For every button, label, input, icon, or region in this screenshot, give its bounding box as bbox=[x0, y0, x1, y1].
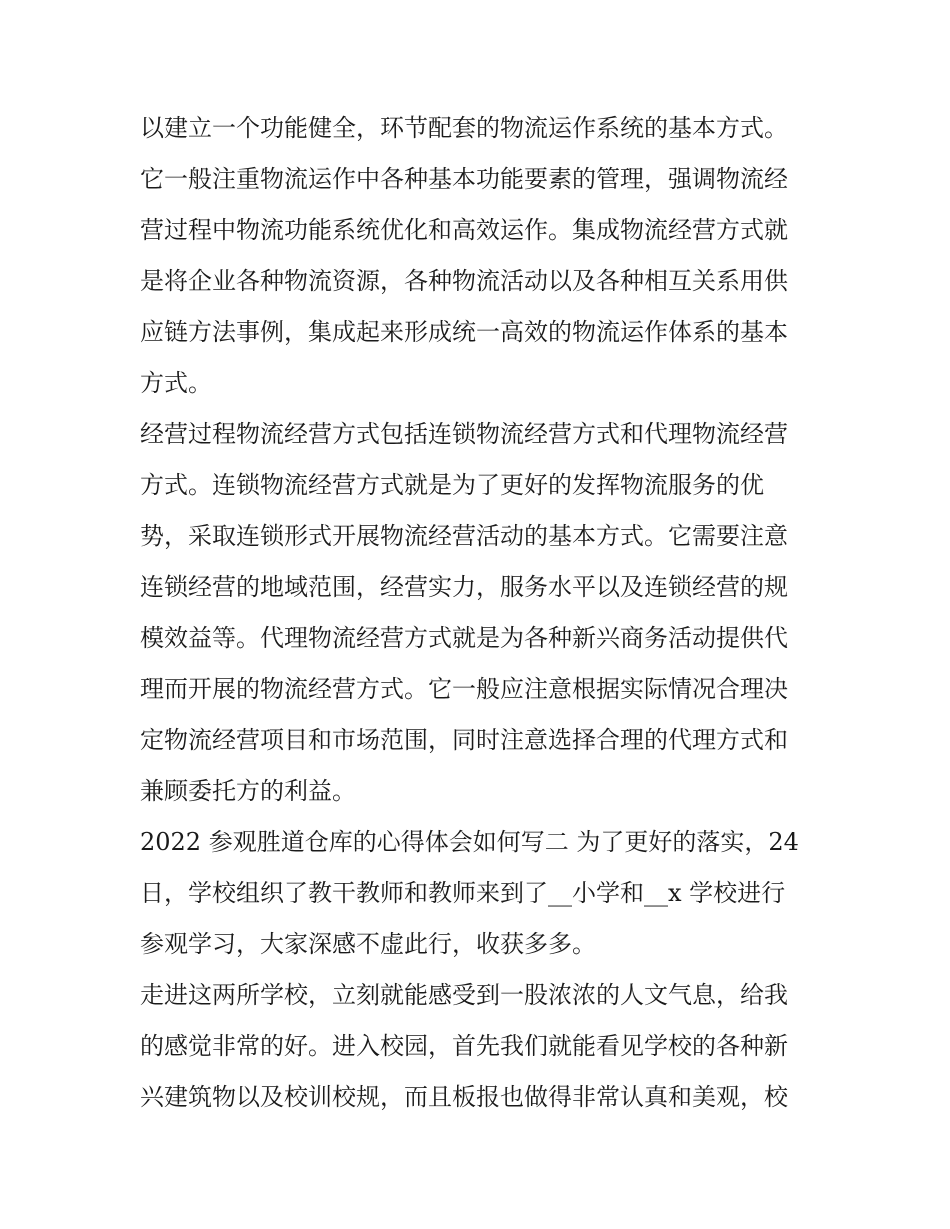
text-line: 是将企业各种物流资源，各种物流活动以及各种相互关系用供 bbox=[140, 267, 788, 295]
text-line: 兴建筑物以及校训校规，而且板报也做得非常认真和美观，校 bbox=[140, 1083, 788, 1111]
text-line: 定物流经营项目和市场范围，同时注意选择合理的代理方式和 bbox=[140, 726, 788, 754]
text-line: 应链方法事例，集成起来形成统一高效的物流运作体系的基本 bbox=[140, 318, 788, 346]
text-line: 走进这两所学校，立刻就能感受到一股浓浓的人文气息，给我 bbox=[140, 981, 788, 1009]
text-line: 的感觉非常的好。进入校园，首先我们就能看见学校的各种新 bbox=[140, 1032, 788, 1060]
text-line: 营过程中物流功能系统优化和高效运作。集成物流经营方式就 bbox=[140, 216, 788, 244]
text-line: 参观学习，大家深感不虚此行，收获多多。 bbox=[140, 930, 596, 958]
document-body bbox=[140, 103, 820, 1123]
text-line: 经营过程物流经营方式包括连锁物流经营方式和代理物流经营 bbox=[140, 420, 788, 448]
text-line: 理而开展的物流经营方式。它一般应注意根据实际情况合理决 bbox=[140, 675, 788, 703]
text-line: 以建立一个功能健全，环节配套的物流运作系统的基本方式。 bbox=[140, 114, 788, 142]
text-line: 势，采取连锁形式开展物流经营活动的基本方式。它需要注意 bbox=[140, 522, 788, 550]
text-line: 2022 参观胜道仓库的心得体会如何写二 为了更好的落实，24 bbox=[140, 828, 799, 856]
text-line: 连锁经营的地域范围，经营实力，服务水平以及连锁经营的规 bbox=[140, 573, 788, 601]
text-line: 兼顾委托方的利益。 bbox=[140, 777, 356, 805]
text-line: 方式。 bbox=[140, 369, 212, 397]
text-line: 日，学校组织了教干教师和教师来到了__小学和__x 学校进行 bbox=[140, 879, 786, 907]
text-line: 方式。连锁物流经营方式就是为了更好的发挥物流服务的优 bbox=[140, 471, 764, 499]
text-line: 它一般注重物流运作中各种基本功能要素的管理，强调物流经 bbox=[140, 165, 788, 193]
text-line: 模效益等。代理物流经营方式就是为各种新兴商务活动提供代 bbox=[140, 624, 788, 652]
